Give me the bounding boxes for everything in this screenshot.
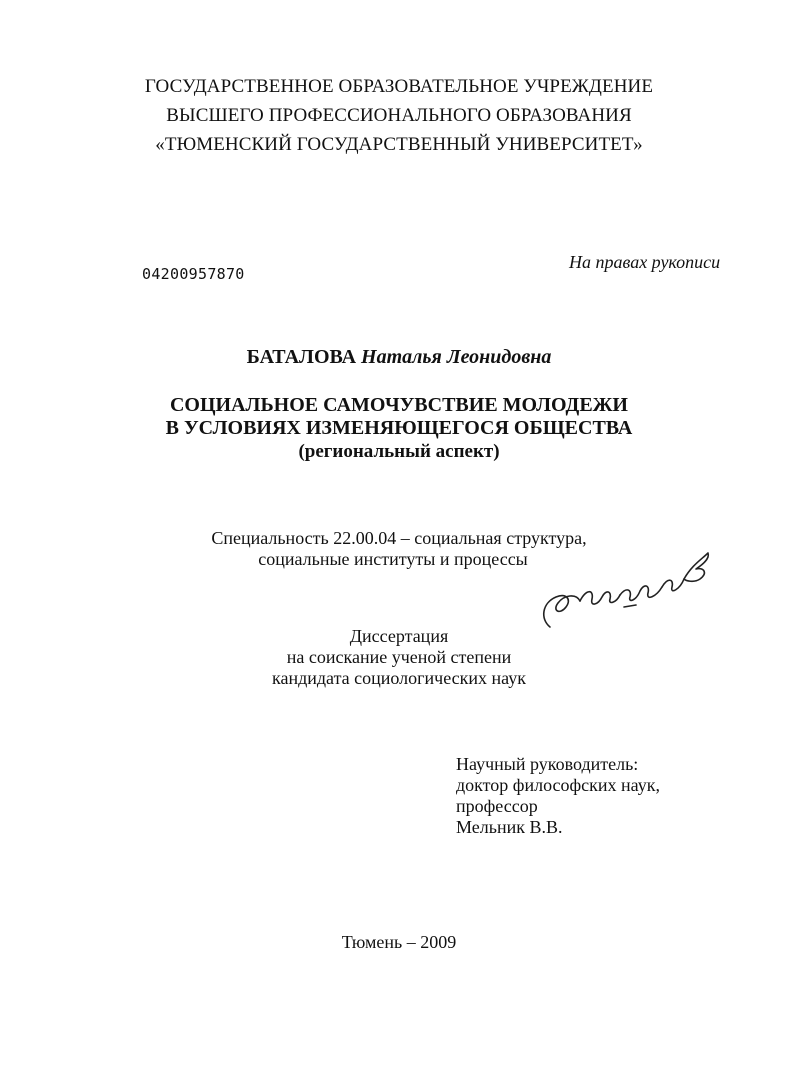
specialty-line-2: социальные институты и процессы	[258, 549, 528, 569]
supervisor-rank: профессор	[456, 796, 538, 816]
institution-line-2: ВЫСШЕГО ПРОФЕССИОНАЛЬНОГО ОБРАЗОВАНИЯ	[166, 105, 632, 126]
title-line-2: В УСЛОВИЯХ ИЗМЕНЯЮЩЕГОСЯ ОБЩЕСТВА	[165, 417, 633, 439]
institution-header	[0, 72, 798, 159]
signature	[536, 545, 716, 635]
supervisor-degree: доктор философских наук,	[456, 775, 660, 795]
specialty-line-1: Специальность 22.00.04 – социальная структура,	[211, 528, 587, 548]
author-given-names: Наталья Леонидовна	[361, 346, 552, 368]
rights-note: На правах рукописи	[569, 252, 721, 272]
dissertation-line-1: Диссертация	[349, 626, 449, 646]
institution-line-1: ГОСУДАРСТВЕННОЕ ОБРАЗОВАТЕЛЬНОЕ УЧРЕЖДЕНИЕ	[144, 76, 654, 97]
supervisor-block	[456, 754, 660, 838]
dissertation-title	[0, 394, 798, 463]
author-name	[0, 346, 798, 369]
supervisor-label: Научный руководитель:	[456, 754, 639, 774]
city-year: Тюмень – 2009	[341, 932, 457, 952]
catalog-number: 04200957870	[142, 265, 245, 283]
author-surname: БАТАЛОВА	[246, 346, 357, 368]
dissertation-degree	[0, 626, 798, 689]
dissertation-line-3: кандидата социологических наук	[272, 668, 526, 688]
dissertation-line-2: на соискание ученой степени	[286, 647, 512, 667]
institution-line-3: «ТЮМЕНСКИЙ ГОСУДАРСТВЕННЫЙ УНИВЕРСИТЕТ»	[155, 134, 643, 155]
supervisor-name: Мельник В.В.	[456, 817, 563, 837]
title-subtitle: (региональный аспект)	[298, 441, 500, 462]
title-line-1: СОЦИАЛЬНОЕ САМОЧУВСТВИЕ МОЛОДЕЖИ	[169, 394, 628, 416]
